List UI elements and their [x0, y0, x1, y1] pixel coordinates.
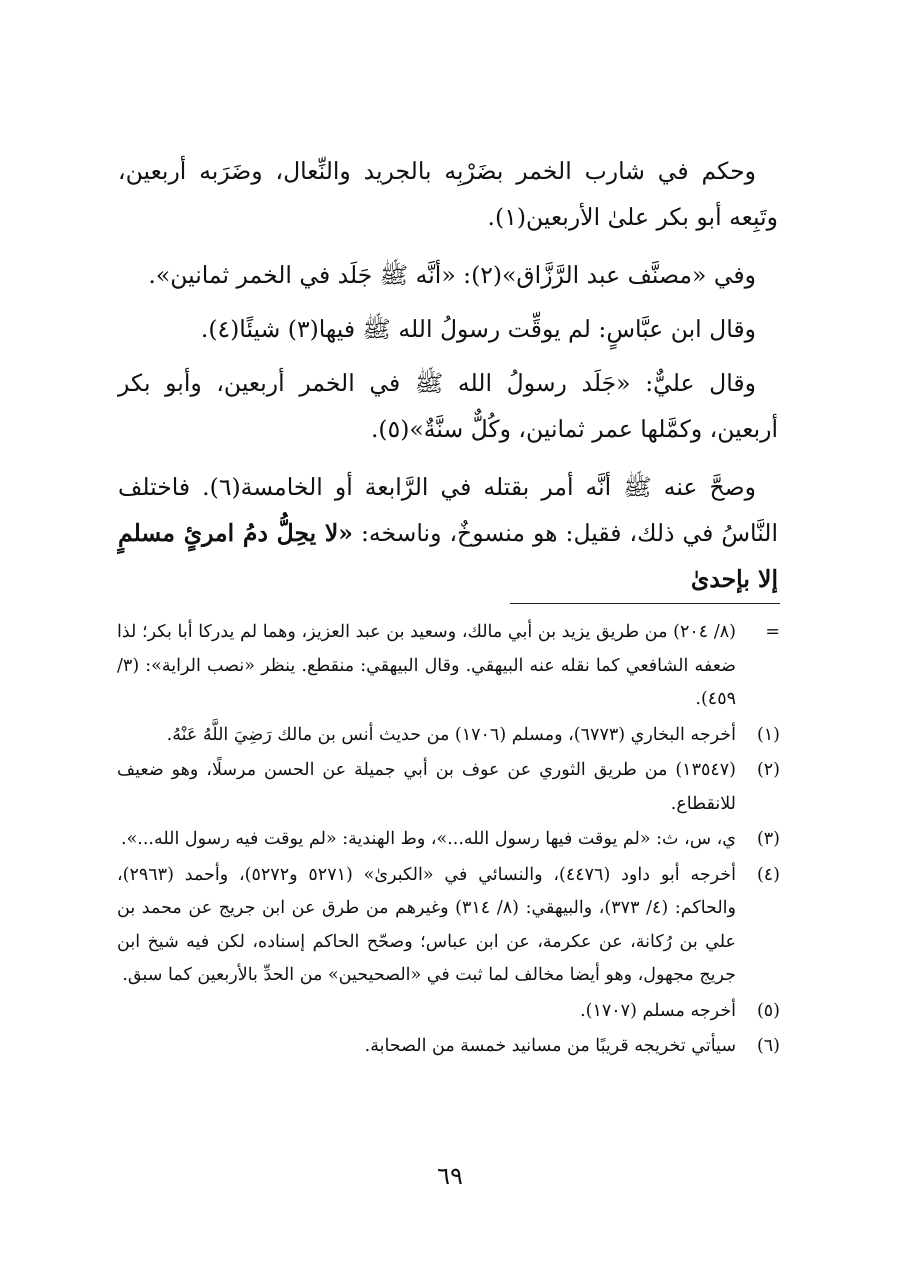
paragraph-5-text: وصحَّ عنه ﷺ أنَّه أمر بقتله في الرَّابعة أو الخامسة(٦). فاختلف النَّاسُ في ذلك، فقيل: هو منسوخٌ، وناسخه:: [118, 473, 778, 547]
footnote-separator: [510, 603, 780, 604]
footnote-text: ي، س، ث: «لم يوقت فيها رسول الله...»، وط الهندية: «لم يوقت فيه رسول الله...».: [121, 829, 736, 849]
footnote-2: [117, 754, 780, 821]
footnote-1: [117, 719, 780, 753]
hadith-quote: «لا يحِلُّ دمُ امرئٍ مسلمٍ إلا بإحدىٰ: [118, 519, 778, 593]
footnote-text: أخرجه مسلم (١٧٠٧).: [580, 1000, 736, 1021]
paragraph-4: وقال عليٌّ: «جَلَد رسولُ الله ﷺ في الخمر أربعين، وأبو بكر أربعين، وكمَّلها عمر ثمانين، وكُلٌّ سنَّةٌ»(٥).: [118, 369, 778, 443]
footnote-number: (٣): [756, 829, 780, 849]
footnote-6: [117, 1030, 780, 1064]
paragraph-5: [118, 464, 778, 602]
footnote-text: أخرجه أبو داود (٤٤٧٦)، والنسائي في «الكبرىٰ» (٥٢٧١ و٥٢٧٢)، وأحمد (٢٩٦٣)، والحاكم: (٤/ ٣٧٣)، والبيهقي: (٨/ ٣١٤) وغيرهم من طرق عن ابن جريج عن محمد بن علي بن رُكانة، عن عكرمة، عن ابن عباس؛ وصحّح الحاكم إسناده، لكن فيه شيخ ابن جريج مجهول، وهو أيضا مخالف لما ثبت في «الصحيحين» من الحدِّ بالأربعين كما سبق.: [117, 864, 736, 985]
footnote-text: (١٣٥٤٧) من طريق الثوري عن عوف بن أبي جميلة عن الحسن مرسلًا، وهو ضعيف للانقطاع.: [117, 760, 736, 814]
footnote-5: [117, 995, 780, 1029]
paragraph-2: وفي «مصنَّف عبد الرَّزَّاق»(٢): «أنَّه ﷺ جَلَد في الخمر ثمانين».: [148, 261, 756, 289]
main-text: [118, 148, 778, 614]
footnote-continued: [117, 616, 780, 717]
footnote-4: [117, 859, 780, 993]
footnote-number: (٢): [756, 760, 780, 780]
footnotes: [117, 616, 780, 1066]
paragraph-1: وحكم في شارب الخمر بضَرْبِه بالجريد والنِّعال، وضَرَبه أربعين، وتَبِعه أبو بكر علىٰ الأربعين(١).: [118, 157, 778, 231]
footnote-text: سيأتي تخريجه قريبًا من مسانيد خمسة من الصحابة.: [364, 1036, 736, 1056]
page-number: ٦٩: [437, 1162, 463, 1190]
footnote-text: (٨/ ٢٠٤) من طريق يزيد بن أبي مالك، وسعيد بن عبد العزيز، وهما لم يدركا أبا بكر؛ لذا ضعفه الشافعي كما نقله عنه البيهقي. وقال البيهقي: منقطع. ينظر «نصب الراية»: (٣/ ٤٥٩).: [117, 622, 736, 709]
footnote-text: أخرجه البخاري (٦٧٧٣)، ومسلم (١٧٠٦) من حديث أنس بن مالك رَضِيَ اللَّهُ عَنْهُ.: [166, 724, 736, 745]
paragraph-3: وقال ابن عبَّاسٍ: لم يوقِّت رسولُ الله ﷺ فيها(٣) شيئًا(٤).: [200, 315, 756, 343]
footnote-number: (٦): [756, 1036, 780, 1056]
footnote-number: (٥): [756, 1000, 780, 1021]
footnote-3: [117, 823, 780, 857]
footnote-number: (١): [756, 724, 780, 745]
footnote-number: =: [765, 622, 780, 642]
footnote-number: (٤): [756, 864, 780, 885]
